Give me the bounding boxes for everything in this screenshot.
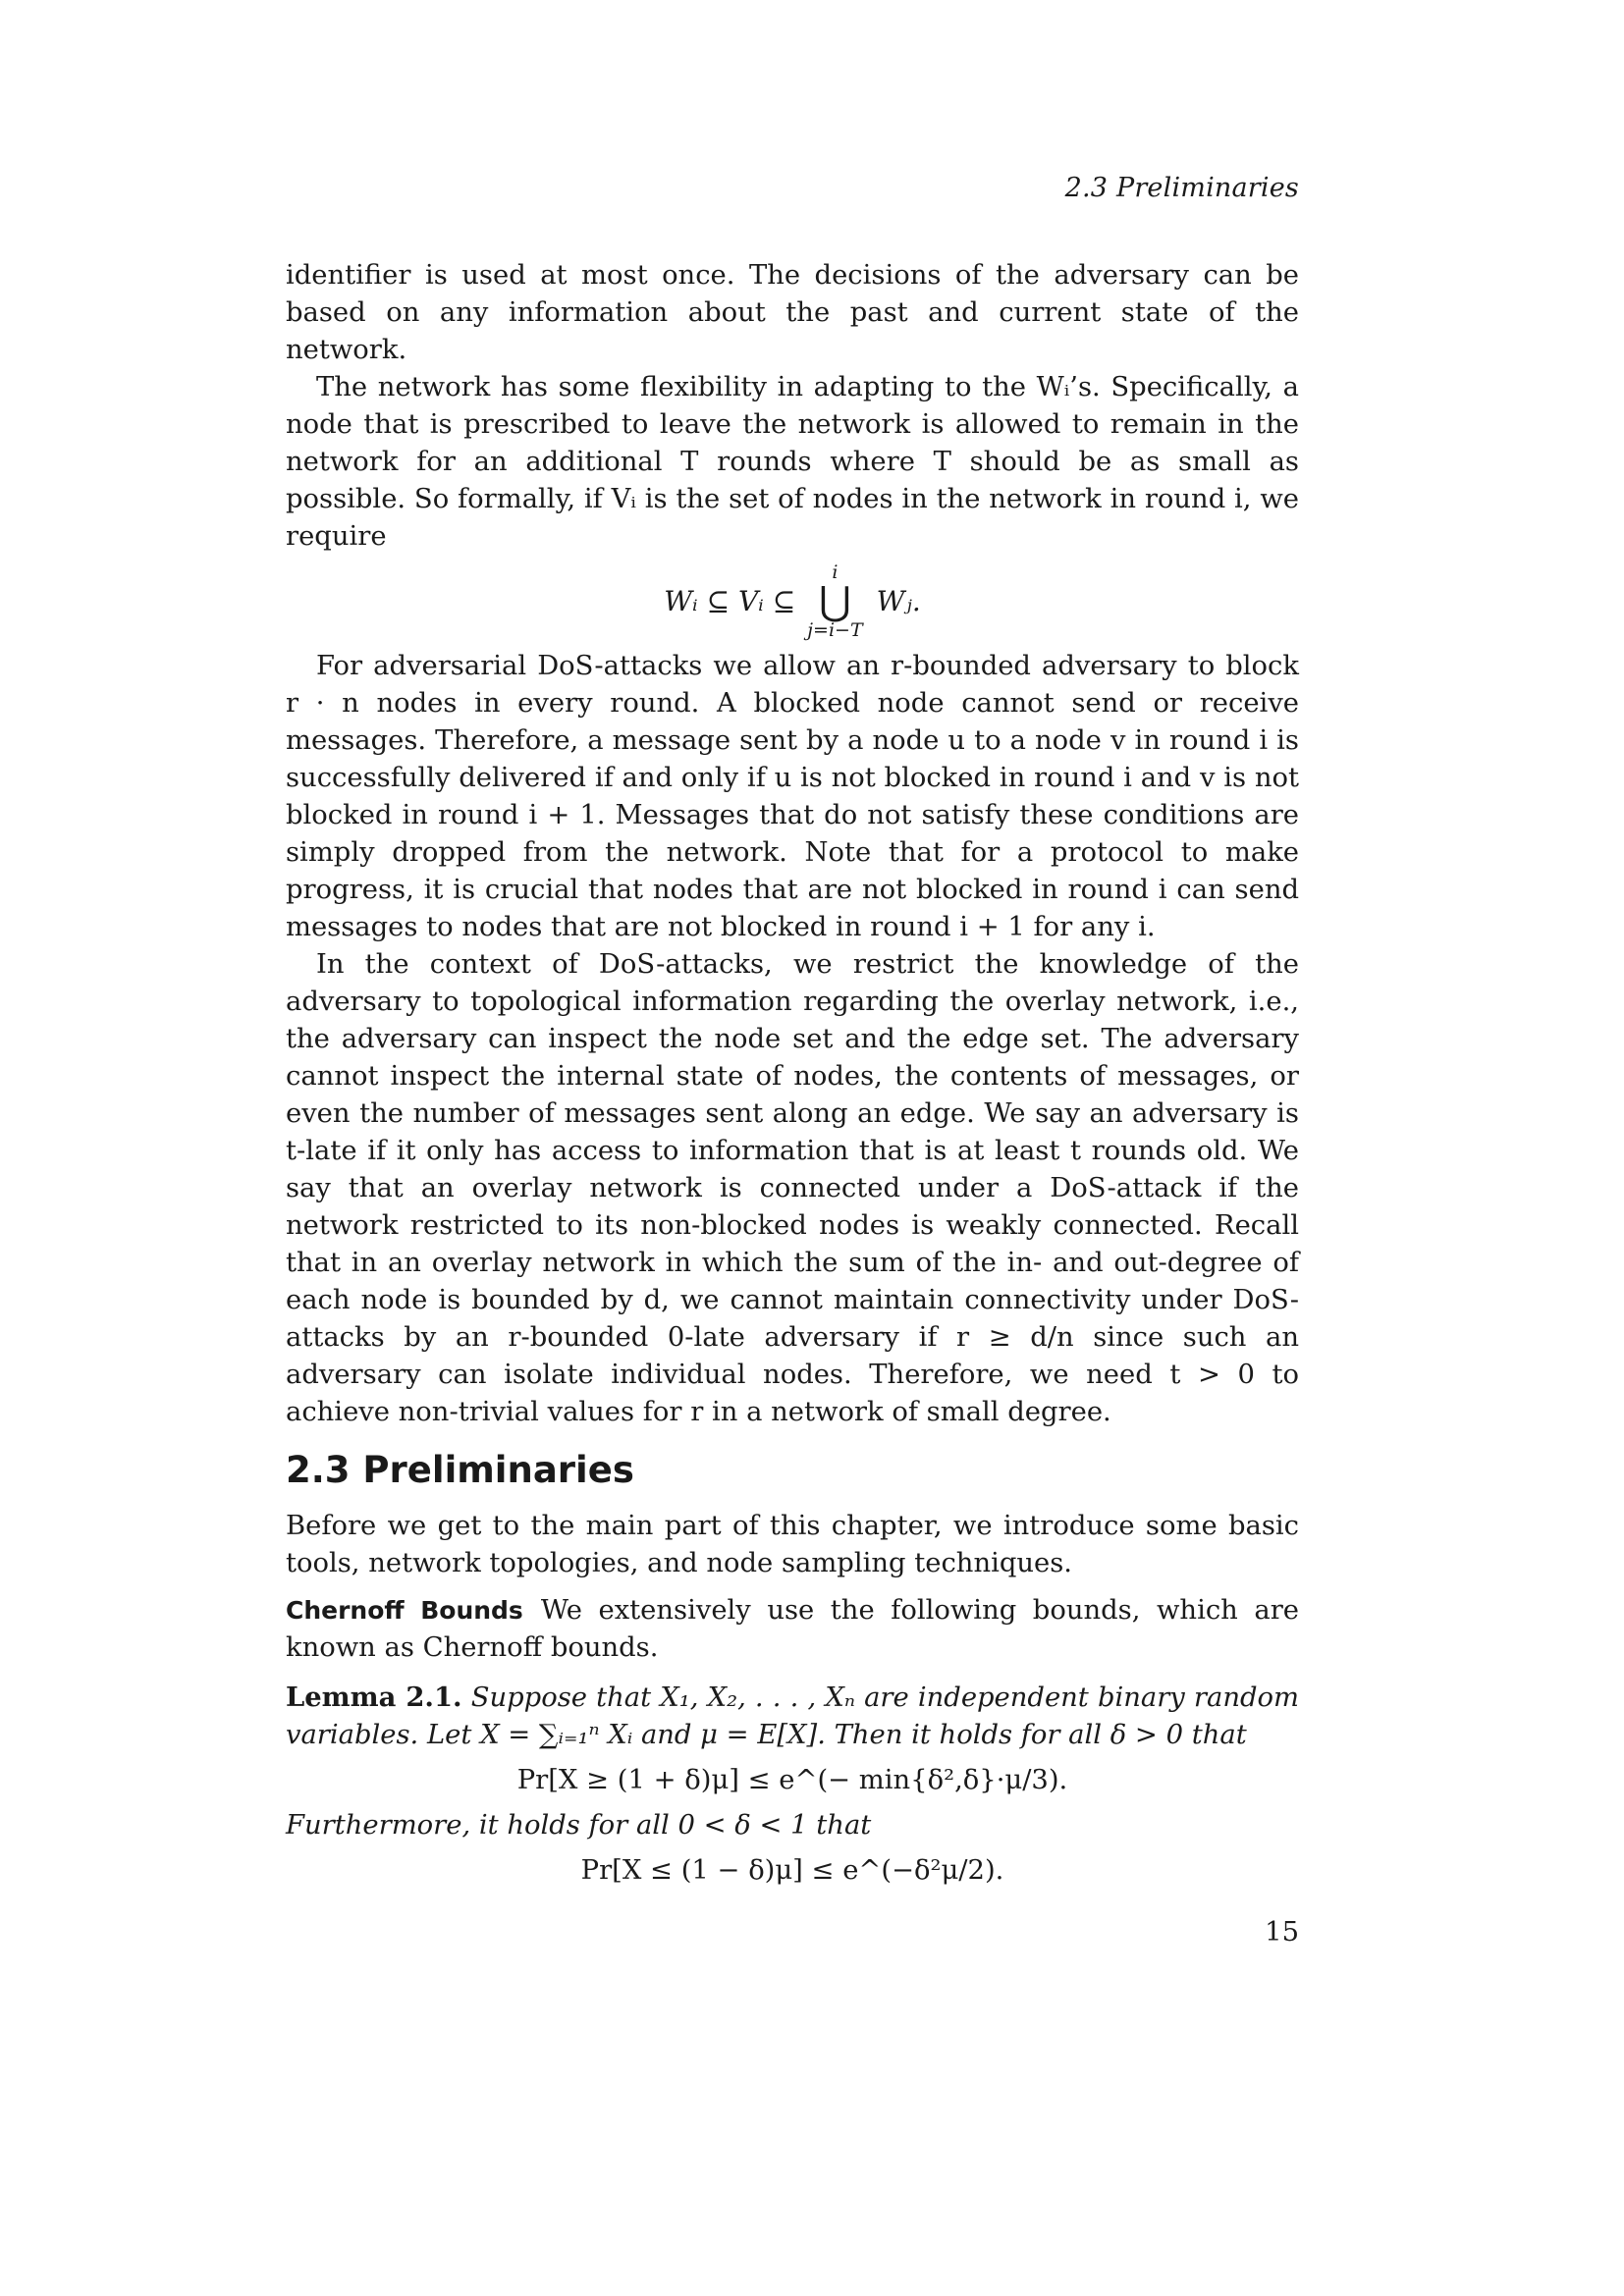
equation-rhs: Wⱼ. — [876, 585, 921, 617]
equation-lhs: Wᵢ ⊆ Vᵢ ⊆ — [664, 585, 796, 617]
paragraph-5: Before we get to the main part of this chapter, we introduce some basic tools, network topologies, and node sampling techniques. — [286, 1511, 1299, 1578]
lemma-continuation: Furthermore, it holds for all 0 < δ < 1 that — [286, 1810, 872, 1841]
page — [286, 0, 1299, 2296]
union-operator — [807, 563, 862, 640]
equation-lower-tail: Pr[X ≤ (1 − δ)μ] ≤ e^(−δ²μ/2). — [580, 1855, 1004, 1886]
union-symbol: ⋃ — [818, 579, 851, 624]
body-text — [286, 257, 1299, 1897]
union-lower-limit: j=i−T — [807, 619, 863, 641]
lemma — [286, 1679, 1299, 1754]
paragraph-3: For adversarial DoS-attacks we allow an r-bounded adversary to block r · n nodes in every round. A blocked node cannot send or receive messages. Therefore, a message sent by a node u to a node v in round i is successfully delivered if and only if u is not blocked in round i and v is not blocked in round i + 1. Messages that do not satisfy these conditions are simply dropped from the network. Note that for a protocol to make progress, it is crucial that nodes that are not blocked in round i can send messages to nodes that are not blocked in round i + 1 for any i. — [286, 651, 1299, 942]
running-head: 2.3 Preliminaries — [1064, 173, 1299, 203]
paragraph-chernoff — [286, 1592, 1299, 1667]
paragraph-6: We extensively use the following bounds, which are known as Chernoff bounds. — [286, 1595, 1300, 1663]
lemma-statement: Suppose that X₁, X₂, . . . , Xₙ are independent binary random variables. Let X = ∑ᵢ₌₁ⁿ Xᵢ and μ = E[X]. Then it holds for all δ > 0 that — [286, 1682, 1299, 1750]
paragraph-1: identifier is used at most once. The decisions of the adversary can be based on any information about the past and current state of the network. — [286, 260, 1299, 365]
section-heading: 2.3 Preliminaries — [286, 1449, 634, 1491]
page-number: 15 — [1265, 1917, 1299, 1948]
union-upper-limit: i — [832, 561, 839, 583]
equation-union — [286, 563, 1299, 640]
lemma-label: Lemma 2.1. — [286, 1682, 462, 1713]
equation-upper-tail: Pr[X ≥ (1 + δ)μ] ≤ e^(− min{δ²,δ}·μ/3). — [516, 1765, 1068, 1795]
paragraph-4: In the context of DoS-attacks, we restrict the knowledge of the adversary to topological information regarding the overlay network, i.e., the adversary can inspect the node set and the edge set. The adversary cannot inspect the internal state of nodes, the contents of messages, or even the number of messages sent along an edge. We say an adversary is t-late if it only has access to information that is at least t rounds old. We say that an overlay network is connected under a DoS-attack if the network restricted to its non-blocked nodes is weakly connected. Recall that in an overlay network in which the sum of the in- and out-degree of each node is bounded by d, we cannot maintain connectivity under DoS-attacks by an r-bounded 0-late adversary if r ≥ d/n since such an adversary can isolate individual nodes. Therefore, we need t > 0 to achieve non-trivial values for r in a network of small degree. — [286, 949, 1299, 1427]
chernoff-heading: Chernoff Bounds — [286, 1596, 523, 1625]
paragraph-2: The network has some flexibility in adapting to the Wᵢ’s. Specifically, a node that is prescribed to leave the network is allowed to remain in the network for an additional T rounds where T should be as small as possible. So formally, if Vᵢ is the set of nodes in the network in round i, we require — [286, 372, 1299, 552]
